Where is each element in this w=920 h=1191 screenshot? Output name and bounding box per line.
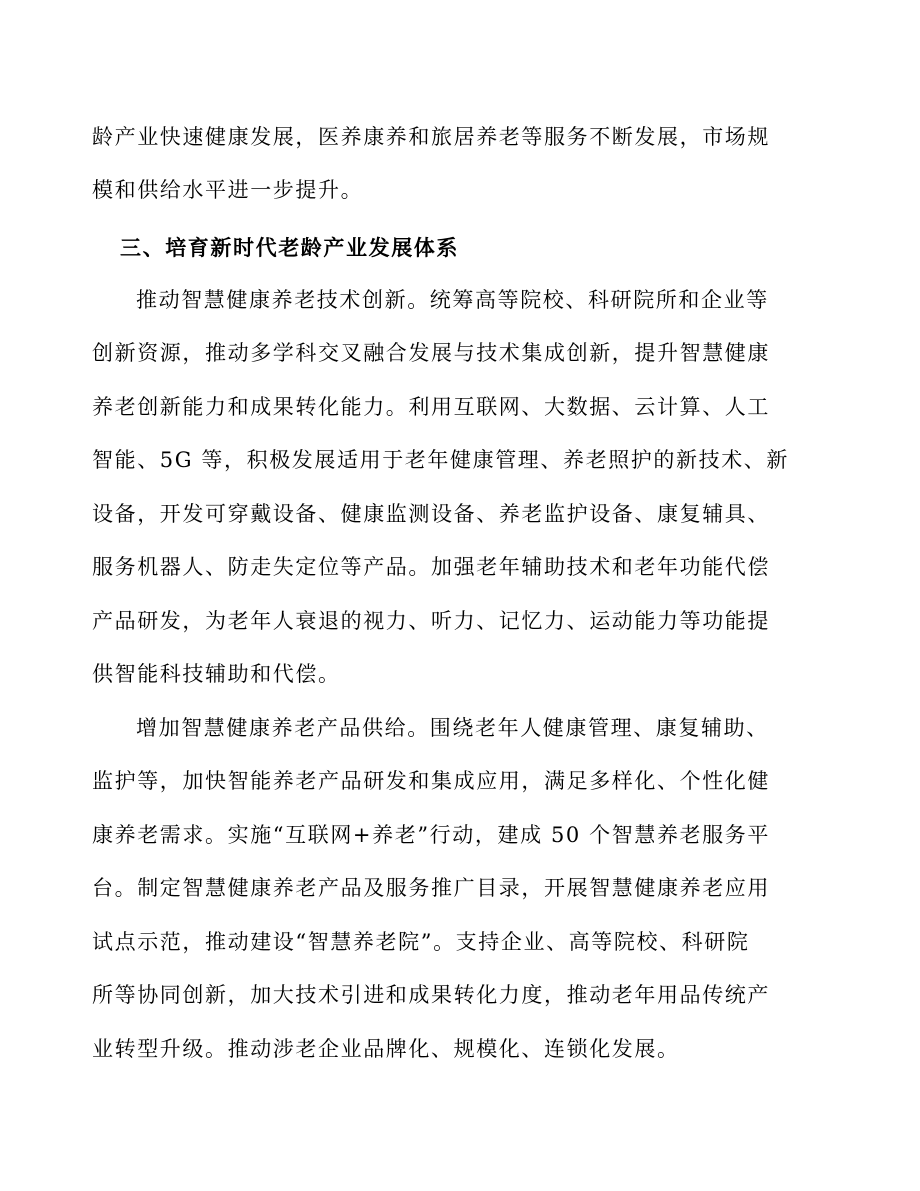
paragraph1-line-8: 供智能科技辅助和代偿。 [92,662,341,686]
paragraph2-line-5: 试点示范，推动建设“智慧养老院”。支持企业、高等院校、科研院 [92,930,750,954]
paragraph2-line-7: 业转型升级。推动涉老企业品牌化、规模化、连锁化发展。 [92,1037,680,1061]
paragraph1-line-3: 养老创新能力和成果转化能力。利用互联网、大数据、云计算、人工 [92,395,770,419]
paragraph1-line-1: 推动智慧健康养老技术创新。统筹高等院校、科研院所和企业等 [136,288,769,312]
paragraph2-line-6: 所等协同创新，加大技术引进和成果转化力度，推动老年用品传统产 [92,983,770,1007]
paragraph1-line-6: 服务机器人、防走失定位等产品。加强老年辅助技术和老年功能代偿 [92,555,770,579]
paragraph2-line-2: 监护等，加快智能养老产品研发和集成应用，满足多样化、个性化健 [92,769,770,793]
paragraph1-line-5: 设备，开发可穿戴设备、健康监测设备、养老监护设备、康复辅具、 [92,502,770,526]
paragraph2-line-4: 台。制定智慧健康养老产品及服务推广目录，开展智慧健康养老应用 [92,876,770,900]
paragraph1-line-4: 智能、5G 等，积极发展适用于老年健康管理、养老照护的新技术、新 [92,448,790,472]
intro-line-2: 模和供给水平进一步提升。 [92,178,364,202]
paragraph1-line-2: 创新资源，推动多学科交叉融合发展与技术集成创新，提升智慧健康 [92,341,770,365]
intro-line-1: 龄产业快速健康发展，医养康养和旅居养老等服务不断发展，市场规 [92,125,770,149]
paragraph2-line-1: 增加智慧健康养老产品供给。围绕老年人健康管理、康复辅助、 [136,716,769,740]
section-heading: 三、培育新时代老龄产业发展体系 [120,235,459,260]
paragraph2-line-3: 康养老需求。实施“互联网+养老”行动，建成 50 个智慧养老服务平 [92,823,770,847]
paragraph1-line-7: 产品研发，为老年人衰退的视力、听力、记忆力、运动能力等功能提 [92,609,770,633]
